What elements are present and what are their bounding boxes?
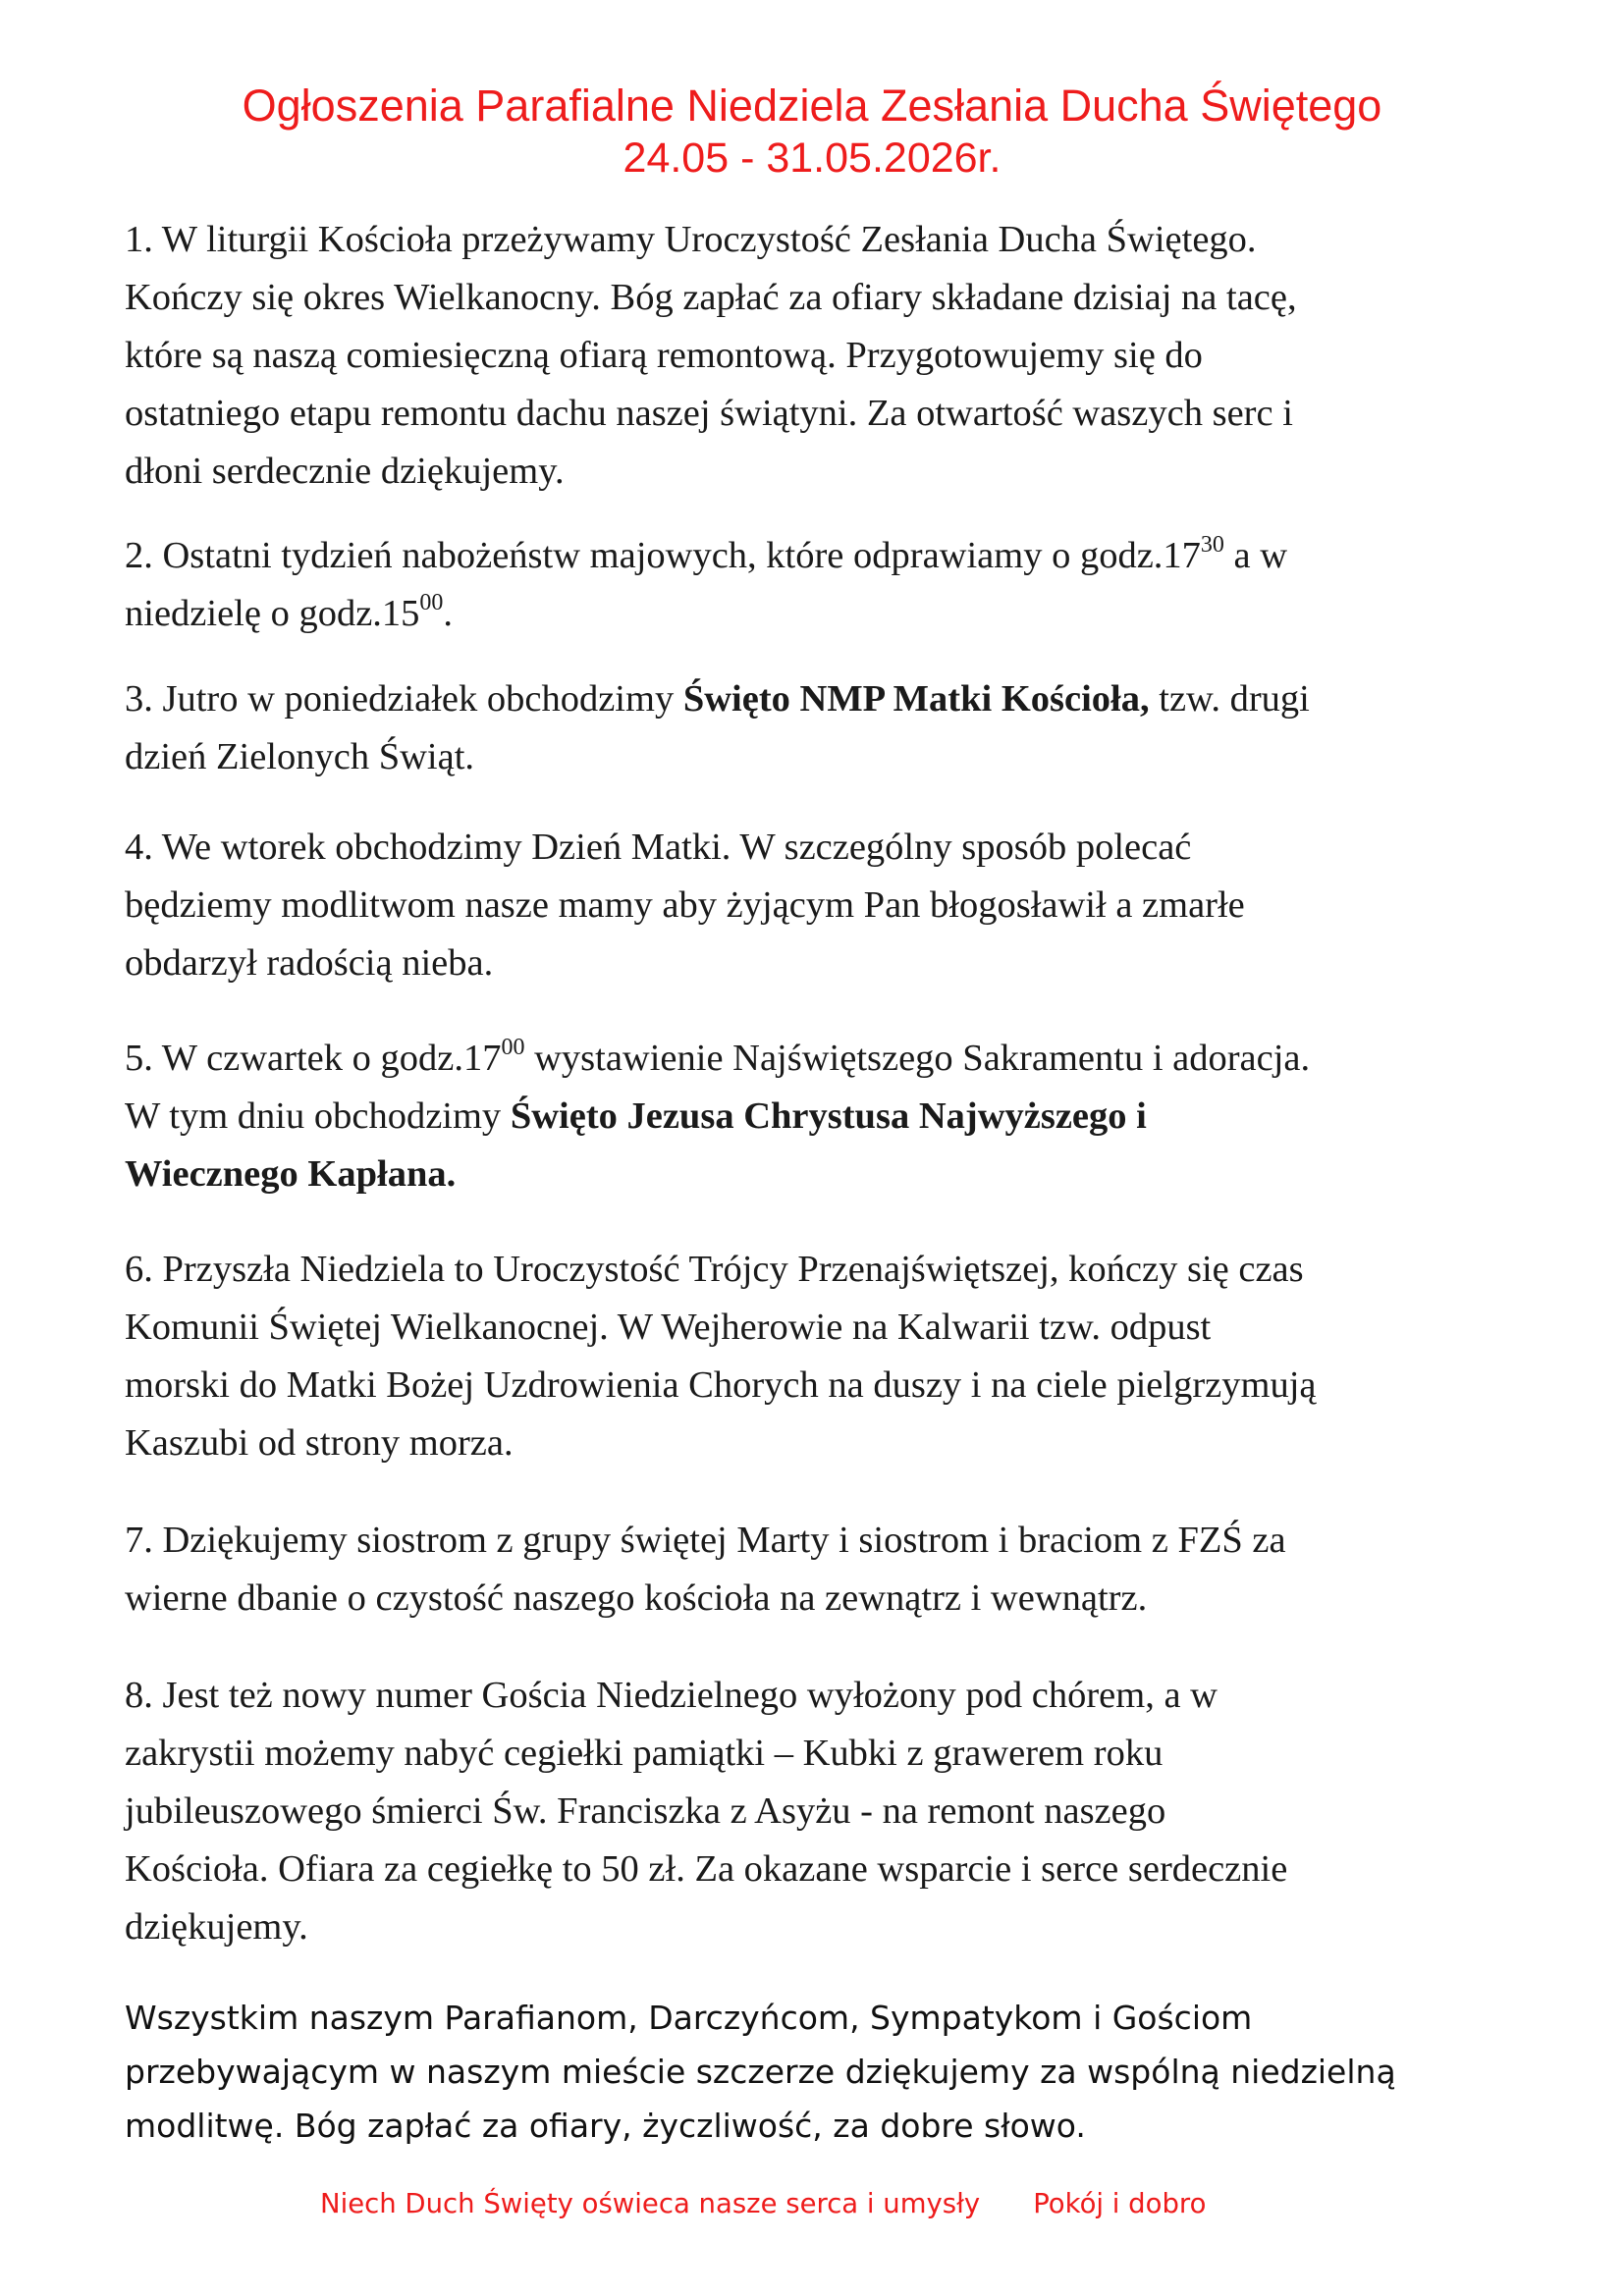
feast-name: Święto NMP Matki Kościoła, <box>682 678 1150 720</box>
announcement-6 <box>125 1241 1519 1472</box>
text-run: 3. Jutro w poniedziałek obchodzimy <box>125 678 683 720</box>
announcement-3 <box>125 670 1519 786</box>
closing-line: Wszystkim naszym Parafianom, Darczyńcom, Sympatykom i Gościom <box>125 1999 1253 2037</box>
closing-thanks <box>125 1991 1548 2153</box>
announcement-line: 8. Jest też nowy numer Gościa Niedzielnego wyłożony pod chórem, a w <box>125 1675 1218 1716</box>
announcement-line: dłoni serdecznie dziękujemy. <box>125 451 565 492</box>
announcement-line: 7. Dziękujemy siostrom z grupy świętej Marty i siostrom i braciom z FZŚ za <box>125 1520 1286 1561</box>
text-run: W tym dniu obchodzimy <box>125 1095 511 1137</box>
announcement-line: obdarzył radością nieba. <box>125 942 494 984</box>
announcement-line <box>125 670 1519 728</box>
peace-text: Pokój i dobro <box>1033 2188 1207 2219</box>
text-run: wystawienie Najświętszego Sakramentu i adoracja. <box>524 1038 1311 1079</box>
announcement-line: Kościoła. Ofiara za cegiełkę to 50 zł. Za okazane wsparcie i serce serdecznie <box>125 1848 1288 1890</box>
text-run: niedzielę o godz.15 <box>125 593 420 634</box>
text-run: tzw. drugi <box>1149 678 1310 720</box>
time-superscript: 00 <box>419 590 444 616</box>
time-superscript: 30 <box>1200 532 1224 559</box>
announcement-line: które są naszą comiesięczną ofiarą remontową. Przygotowujemy się do <box>125 335 1203 376</box>
date-range: 24.05 - 31.05.2026r. <box>623 134 1001 182</box>
announcement-line: Kaszubi od strony morza. <box>125 1422 514 1464</box>
closing-line: modlitwę. Bóg zapłać za ofiary, życzliwość, za dobre słowo. <box>125 2107 1086 2145</box>
announcement-line: jubileuszowego śmierci Św. Franciszka z Asyżu - na remont naszego <box>125 1790 1166 1832</box>
announcement-line: ostatniego etapu remontu dachu naszej świątyni. Za otwartość waszych serc i <box>125 393 1293 434</box>
announcement-4 <box>125 819 1519 992</box>
announcement-line: morski do Matki Bożej Uzdrowienia Chorych na duszy i na ciele pielgrzymują <box>125 1364 1317 1406</box>
announcement-line: dzień Zielonych Świąt. <box>125 736 475 777</box>
text-run: 2. Ostatni tydzień nabożeństw majowych, które odprawiamy o godz.17 <box>125 535 1201 576</box>
announcement-line: 6. Przyszła Niedziela to Uroczystość Trójcy Przenajświętszej, kończy się czas <box>125 1249 1304 1290</box>
announcement-line <box>125 1030 1519 1088</box>
closing-line: przebywającym w naszym mieście szczerze dziękujemy za wspólną niedzielną <box>125 2053 1396 2091</box>
feast-name: Wiecznego Kapłana. <box>125 1153 457 1195</box>
announcement-line <box>125 1088 1519 1146</box>
announcement-8 <box>125 1667 1519 1956</box>
blessing-text: Niech Duch Święty oświeca nasze serca i umysły <box>320 2188 981 2219</box>
text-run: 5. W czwartek o godz.17 <box>125 1038 502 1079</box>
text-run: . <box>443 593 454 634</box>
text-run: a w <box>1223 535 1288 576</box>
announcement-7 <box>125 1512 1519 1628</box>
page-title: Ogłoszenia Parafialne Niedziela Zesłania Ducha Świętego <box>242 80 1382 131</box>
announcement-line: będziemy modlitwom nasze mamy aby żyjącym Pan błogosławił a zmarłe <box>125 884 1245 926</box>
announcement-line: zakrystii możemy nabyć cegiełki pamiątki – Kubki z grawerem roku <box>125 1733 1164 1774</box>
feast-name: Święto Jezusa Chrystusa Najwyższego i <box>510 1095 1147 1137</box>
time-superscript: 00 <box>501 1035 525 1061</box>
announcement-line: Komunii Świętej Wielkanocnej. W Wejherowie na Kalwarii tzw. odpust <box>125 1307 1212 1348</box>
announcement-5 <box>125 1030 1519 1203</box>
announcement-1 <box>125 211 1519 501</box>
footer-blessing <box>320 2186 1400 2221</box>
announcement-line <box>125 585 1519 643</box>
announcement-2 <box>125 527 1519 643</box>
announcement-line: wierne dbanie o czystość naszego kościoła na zewnątrz i wewnątrz. <box>125 1577 1148 1619</box>
announcement-line <box>125 1146 1519 1203</box>
announcement-line: Kończy się okres Wielkanocny. Bóg zapłać za ofiary składane dzisiaj na tacę, <box>125 277 1297 318</box>
announcement-line: 1. W liturgii Kościoła przeżywamy Uroczystość Zesłania Ducha Świętego. <box>125 219 1257 260</box>
announcement-line: dziękujemy. <box>125 1906 308 1948</box>
announcement-line: 4. We wtorek obchodzimy Dzień Matki. W szczególny sposób polecać <box>125 827 1192 868</box>
announcement-line <box>125 527 1519 585</box>
